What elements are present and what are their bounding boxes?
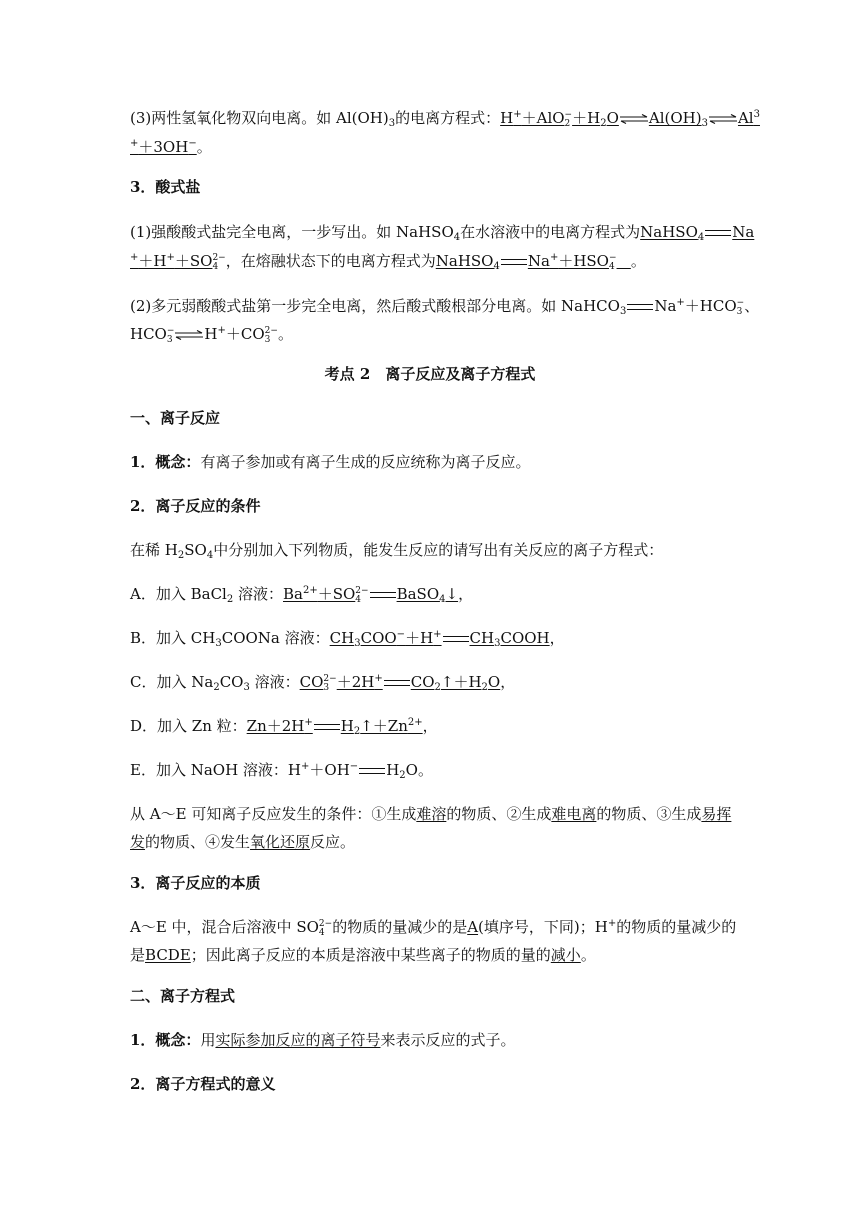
equals-sign-icon bbox=[501, 259, 527, 265]
reversible-arrow-icon bbox=[175, 330, 203, 340]
heading-acid-salt: 3．酸式盐 bbox=[130, 178, 201, 196]
line-weak-acid-salt-1: (2)多元弱酸酸式盐第一步完全电离，然后酸式酸根部分电离。如 NaHCO$_3$ Na+＋HCO − 3 、 bbox=[130, 297, 760, 317]
heading-conditions: 2．离子反应的条件 bbox=[130, 497, 261, 515]
text: 的电离方程式： bbox=[395, 109, 501, 127]
heading-essence: 3．离子反应的本质 bbox=[130, 874, 261, 892]
item-a: A．加入 BaCl$_2$ 溶液：$Ba^{2+}+SO$ 2− 4 BaSO$_4$↓， bbox=[130, 585, 474, 605]
line-conditions-1: 从 A～E 可知离子反应发生的条件：①生成难溶的物质、②生成难电离的物质、③生成易挥 bbox=[130, 805, 732, 823]
line-equation-concept: 1．概念：用实际参加反应的离子符号来表示反应的式子。 bbox=[130, 1031, 516, 1049]
equals-sign-icon bbox=[370, 592, 396, 598]
item-d: D．加入 Zn 粒：Zn＋2H+ $H_2↑+Zn^{2+}$， bbox=[130, 717, 438, 737]
section-title: 考点 2 离子反应及离子方程式 bbox=[324, 365, 536, 383]
heading-ionic-reaction: 一、离子反应 bbox=[130, 409, 221, 427]
line-weak-acid-salt-2: HCO − 3 H+＋CO 2− 3 。 bbox=[130, 325, 293, 345]
line-intro: 在稀 $H_2SO_4$中分别加入下列物质，能发生反应的请写出有关反应的离子方程式： bbox=[130, 541, 664, 561]
equals-sign-icon bbox=[705, 230, 731, 236]
line-amphoteric-1 bbox=[130, 108, 760, 128]
reversible-arrow-icon bbox=[709, 114, 737, 124]
line-concept: 1．概念：有离子参加或有离子生成的反应统称为离子反应。 bbox=[130, 453, 531, 471]
item-c: C．加入 $Na_2CO_3$ 溶液：CO 2− 3 ＋2H+ $CO_2↑+H_2O$， bbox=[130, 673, 516, 693]
equals-sign-icon bbox=[359, 768, 385, 774]
line-essence-1: A～E 中，混合后溶液中 SO 2− 4 的物质的量减少的是A(填序号，下同)；H+的物质的量减少的 bbox=[130, 918, 737, 938]
item-b: B．加入 $CH_3COONa$ 溶液：$CH_3COO^-+H^+$ $CH_3COOH$， bbox=[130, 629, 565, 649]
subscript: 3 bbox=[388, 118, 396, 129]
line-conditions-2: 发的物质、④发生氧化还原反应。 bbox=[130, 833, 356, 851]
equals-sign-icon bbox=[443, 636, 469, 642]
heading-equation-meaning: 2．离子方程式的意义 bbox=[130, 1075, 276, 1093]
reversible-arrow-icon bbox=[620, 114, 648, 124]
text: (3)两性氢氧化物双向电离。如 Al(OH) bbox=[130, 109, 389, 127]
line-essence-2: 是BCDE；因此离子反应的本质是溶液中某些离子的物质的量的减小。 bbox=[130, 946, 596, 964]
equals-sign-icon bbox=[627, 304, 653, 310]
line-strong-acid-salt-1: (1)强酸酸式盐完全电离，一步写出。如 NaHSO$_4$在水溶液中的电离方程式为NaHSO$_4$ Na bbox=[130, 223, 755, 243]
equals-sign-icon bbox=[384, 680, 410, 686]
item-e: E．加入 NaOH 溶液：H+＋OH− $H_2O$。 bbox=[130, 761, 433, 781]
heading-ionic-equation: 二、离子方程式 bbox=[130, 987, 236, 1005]
answer-equation: H+＋AlO − 2 $+H_2O$ $Al(OH)_3$ Al$^3$ bbox=[500, 109, 760, 129]
line-amphoteric-2: +＋3OH−。 bbox=[130, 138, 212, 156]
equals-sign-icon bbox=[314, 724, 340, 730]
line-strong-acid-salt-2: +＋H+＋SO 2− 4 ，在熔融状态下的电离方程式为NaHSO$_4$ Na+＋HSO − 4 。 bbox=[130, 252, 646, 272]
